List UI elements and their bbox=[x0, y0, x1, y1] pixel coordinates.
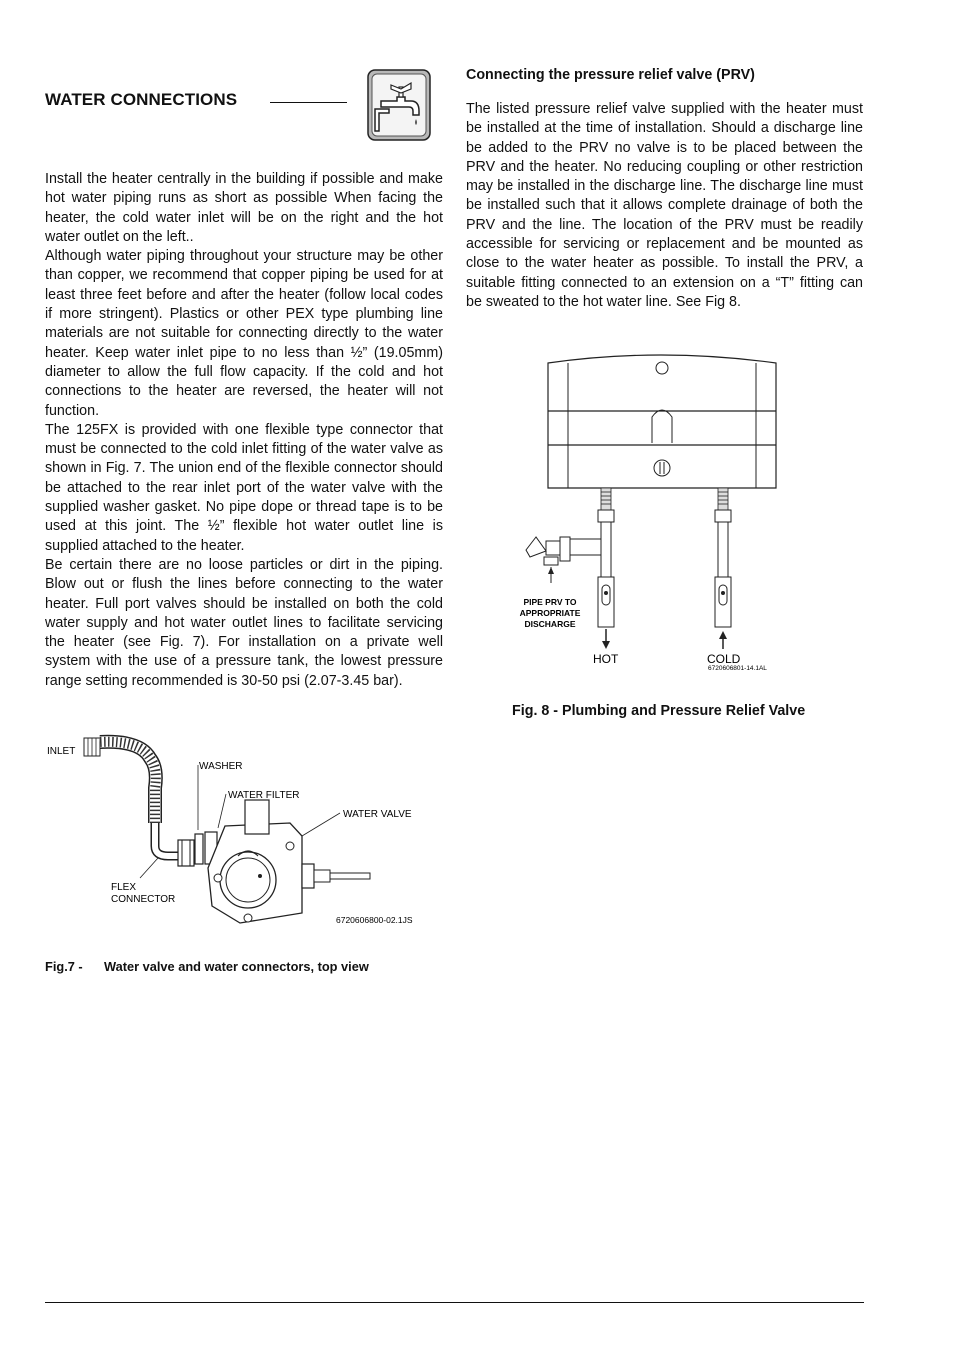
footer-rule bbox=[45, 1302, 864, 1303]
flex-connector-label: FLEX bbox=[111, 882, 137, 893]
paragraph: The 125FX is provided with one flexible type connector that must be connected to the cold inlet fitting of the water valve as shown in Fig. 7. The union end of the flexible connector should be attached to the rear inlet port of the water valve with the supplied washer gasket. No pipe dope or thread tape is to be used at this joint. The ½” flexible hot water outlet line is supplied attached to the heater. bbox=[45, 421, 443, 554]
fig7-caption bbox=[45, 959, 369, 974]
left-column-text bbox=[45, 170, 443, 691]
fig8-caption: Fig. 8 - Plumbing and Pressure Relief Valve bbox=[512, 703, 806, 719]
fig8-diagram bbox=[500, 345, 800, 680]
cold-label: COLD bbox=[707, 652, 741, 666]
prv-label: APPROPRIATE bbox=[519, 608, 581, 618]
prv-subheading: Connecting the pressure relief valve (PRV) bbox=[466, 67, 755, 83]
prv-label: PIPE PRV TO bbox=[523, 597, 577, 607]
right-column-text bbox=[466, 100, 863, 312]
paragraph: The listed pressure relief valve supplied with the heater must be installed at the time of installation. Should a discharge line be added to the PRV no valve is to be placed between the PRV and the heater. No reducing coupling or other restriction may be installed in the discharge line. The discharge line must be installed such that it allows complete drainage of both the PRV and the line. The location of the PRV must be readily accessible for servicing or replacement and be mounted as close to the water heater as possible. To install the PRV, a suitable fitting connected to an extension on a “T” fitting can be sweated to the hot water line. See Fig 8. bbox=[466, 101, 863, 310]
fig7-part-number: 6720606800-02.1JS bbox=[336, 915, 413, 925]
paragraph: Although water piping throughout your structure may be other than copper, we recommend that copper piping be used for at least three feet before and after the heater (follow local codes if more stringent). Plastics or other PEX type plumbing line materials are not suitable for connecting directly to the water heater. Keep water inlet pipe to no less than ½” (19.05mm) diameter to allow the full flow capacity. If the cold and hot connections to the heater are reversed, the heater will not function. bbox=[45, 248, 443, 419]
fig7-caption-text: Water valve and water connectors, top view bbox=[104, 959, 369, 974]
filter-label: WATER FILTER bbox=[228, 790, 300, 801]
washer-label: WASHER bbox=[199, 761, 243, 772]
valve-label: WATER VALVE bbox=[343, 809, 412, 820]
section-title: WATER CONNECTIONS bbox=[45, 90, 238, 109]
fig8-part-number: 6720606801-14.1AL bbox=[708, 665, 767, 672]
paragraph: Be certain there are no loose particles or dirt in the piping. Blow out or flush the lines before connecting to the water heater. Full port valves should be installed on both the cold water supply and hot water outlet lines to facilitate servicing the heater (see Fig. 7). For installation on a private well system with the use of a pressure tank, the lowest pressure range setting recommended is 30-50 psi (2.07-3.45 bar). bbox=[45, 556, 443, 689]
hot-label: HOT bbox=[593, 652, 619, 666]
prv-label: DISCHARGE bbox=[524, 619, 576, 629]
fig7-caption-number: Fig.7 - bbox=[45, 959, 83, 974]
water-tap-icon bbox=[367, 69, 431, 141]
flex-connector-label: CONNECTOR bbox=[111, 894, 176, 905]
fig7-diagram bbox=[40, 728, 440, 933]
title-rule bbox=[270, 102, 347, 103]
inlet-label: INLET bbox=[47, 746, 76, 757]
paragraph: Install the heater centrally in the building if possible and make hot water piping runs as short as possible When facing the heater, the cold water inlet will be on the right and the hot water outlet on the left.. bbox=[45, 171, 443, 245]
